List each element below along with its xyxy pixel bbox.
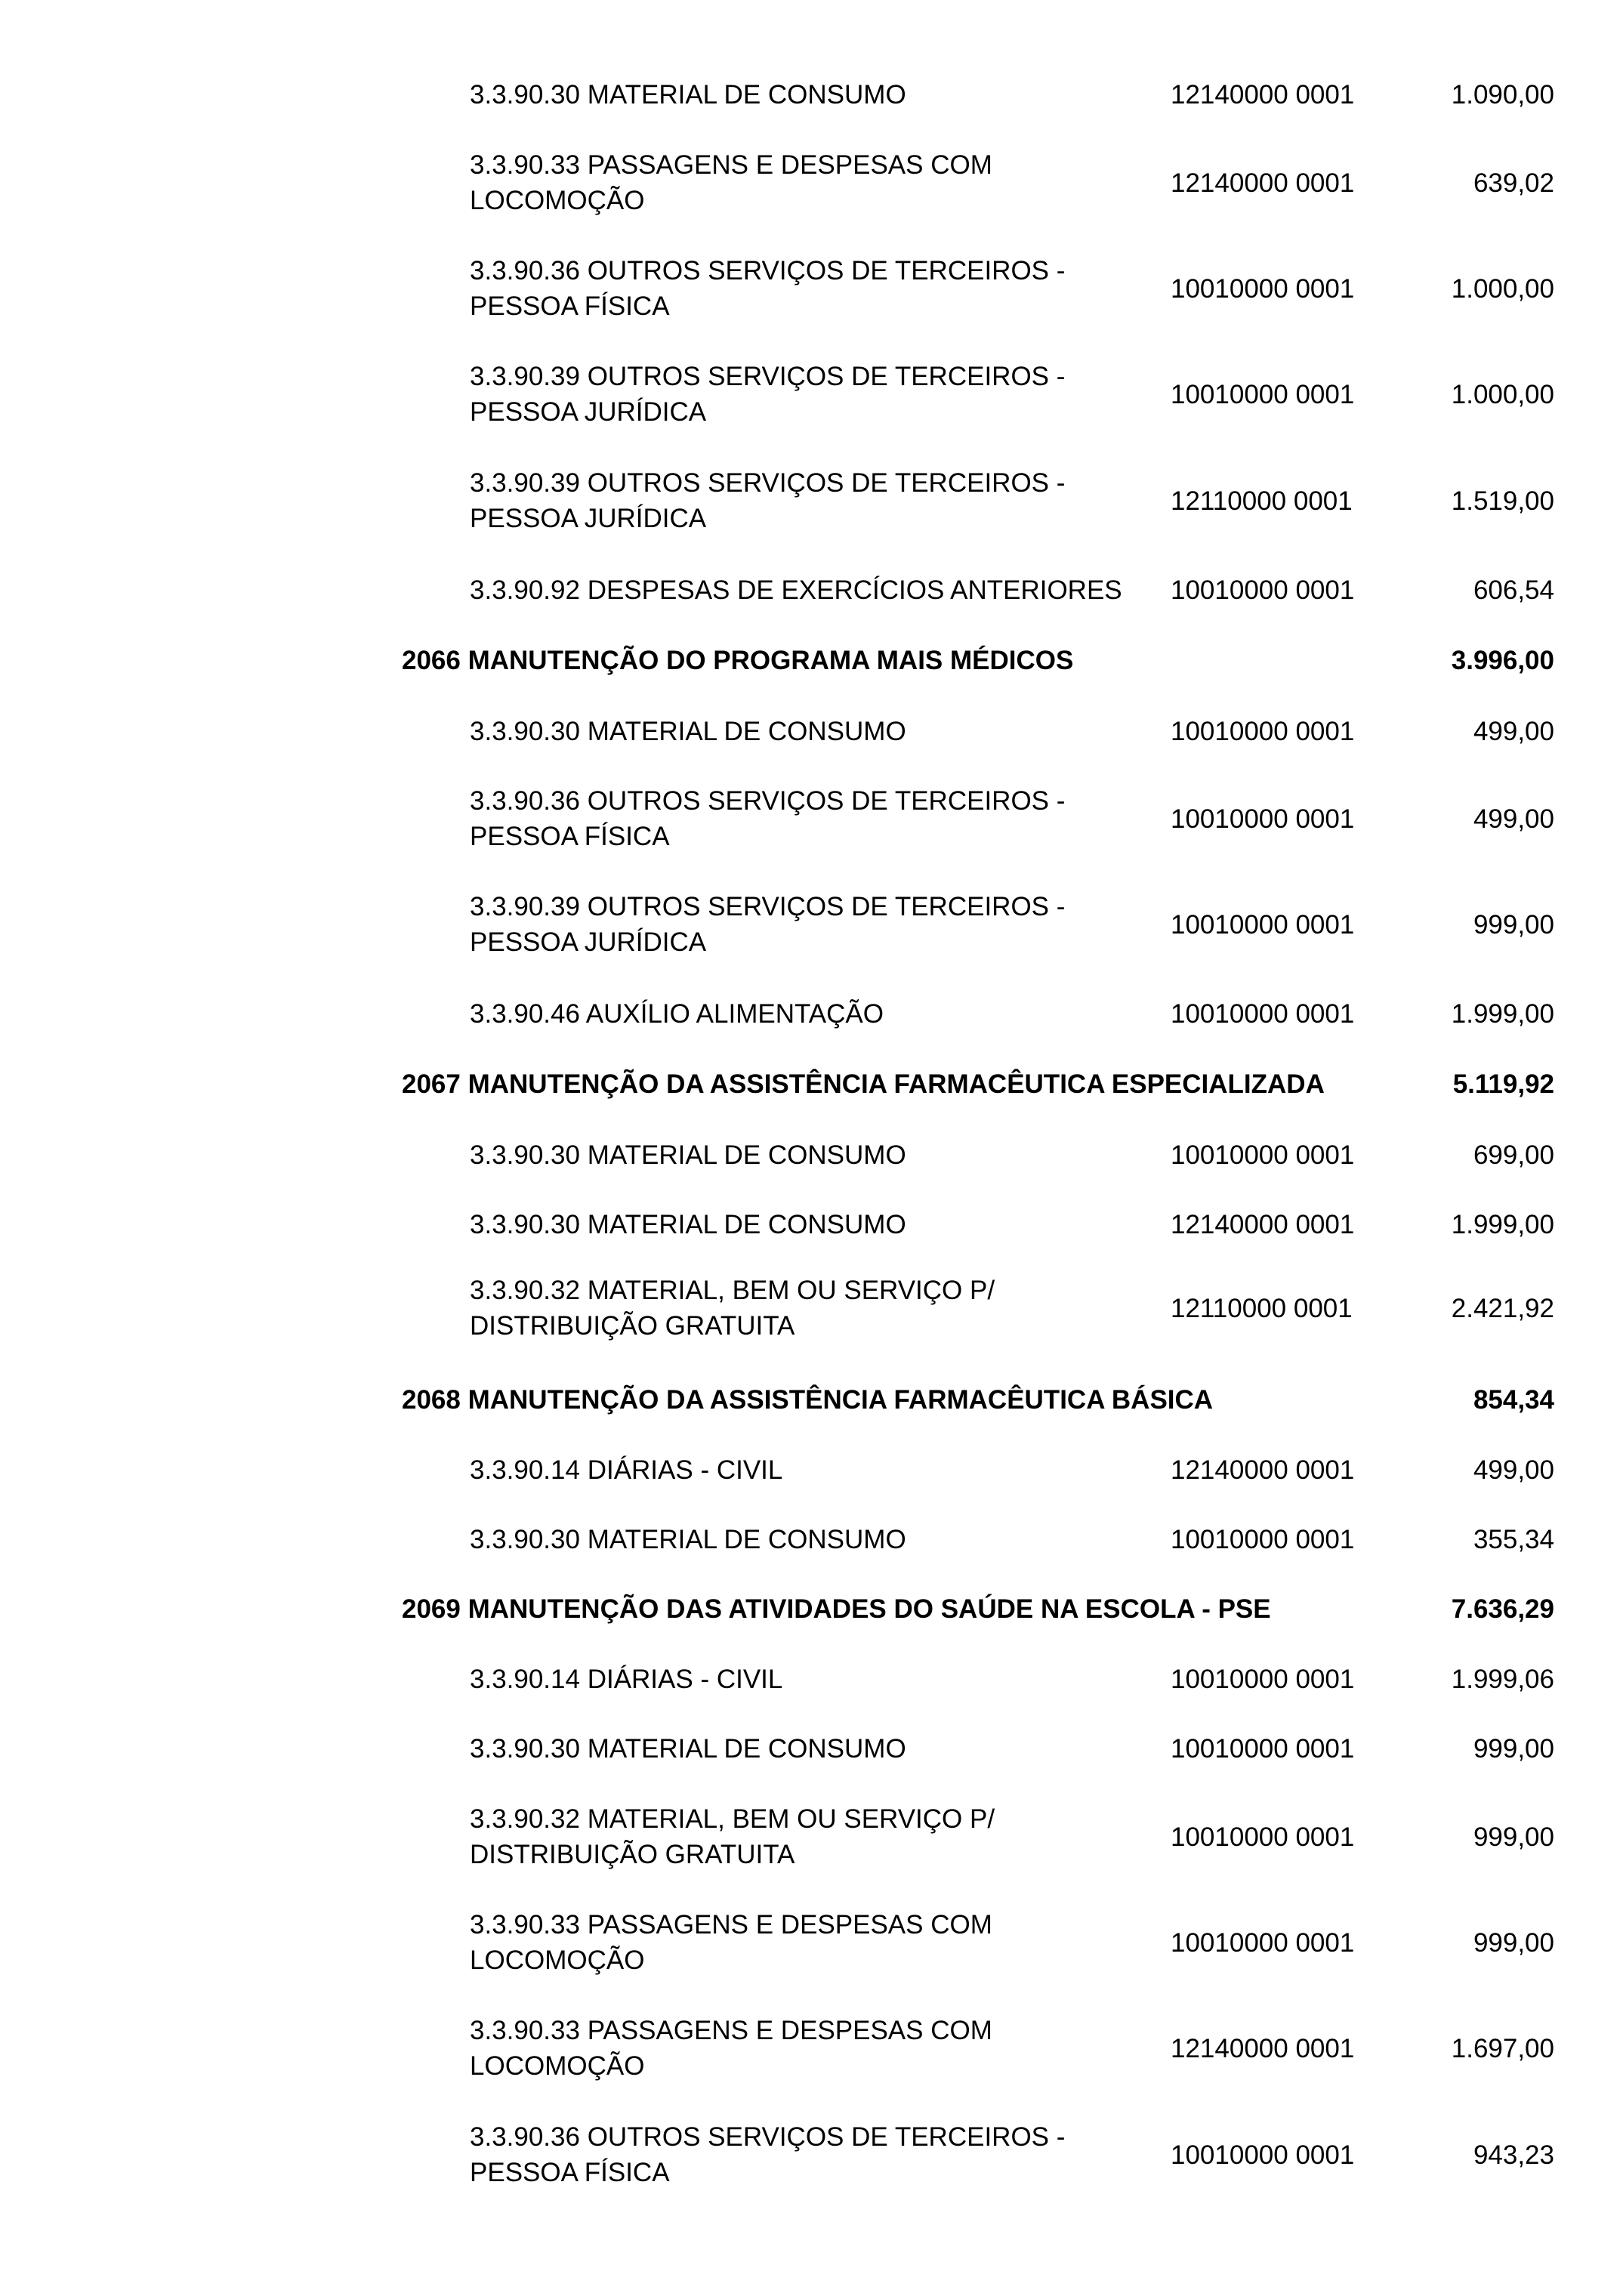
expense-amount: 499,00	[1473, 1455, 1554, 1485]
expense-amount: 999,00	[1473, 1927, 1554, 1958]
funding-source-code: 10010000 0001	[1171, 804, 1355, 834]
expense-description: 3.3.90.30 MATERIAL DE CONSUMO	[470, 1525, 906, 1554]
action-title: 2066 MANUTENÇÃO DO PROGRAMA MAIS MÉDICOS	[402, 646, 1074, 675]
funding-source-code: 10010000 0001	[1171, 717, 1355, 746]
funding-source-code: 10010000 0001	[1171, 1734, 1355, 1764]
funding-source-code: 12140000 0001	[1171, 80, 1355, 110]
expense-item-row	[0, 1662, 1623, 1697]
expense-amount: 999,00	[1473, 1734, 1554, 1764]
expense-amount: 999,00	[1473, 909, 1554, 940]
expense-amount: 1.090,00	[1451, 80, 1554, 110]
funding-source-code: 10010000 0001	[1171, 999, 1355, 1029]
action-total-amount: 5.119,92	[1452, 1069, 1554, 1099]
expense-item-row	[0, 465, 1623, 536]
expense-item-row	[0, 1273, 1623, 1344]
funding-source-code: 12140000 0001	[1171, 168, 1355, 198]
expense-amount: 639,02	[1473, 168, 1554, 198]
expense-item-row	[0, 77, 1623, 113]
expense-item-row	[0, 572, 1623, 608]
expense-description: 3.3.90.14 DIÁRIAS - CIVIL	[470, 1665, 783, 1694]
funding-source-code: 12140000 0001	[1171, 1455, 1355, 1485]
funding-source-code: 12140000 0001	[1171, 1210, 1355, 1239]
expense-item-row	[0, 1907, 1623, 1978]
expense-amount: 606,54	[1473, 576, 1554, 605]
action-title: 2068 MANUTENÇÃO DA ASSISTÊNCIA FARMACÊUTICA BÁSICA	[402, 1385, 1214, 1415]
action-total-amount: 854,34	[1473, 1385, 1554, 1415]
expense-item-row	[0, 1137, 1623, 1173]
expense-description: 3.3.90.92 DESPESAS DE EXERCÍCIOS ANTERIORES	[470, 576, 1122, 605]
expense-description: 3.3.90.33 PASSAGENS E DESPESAS COM LOCOMOÇÃO	[470, 150, 992, 215]
expense-amount: 1.697,00	[1451, 2033, 1554, 2063]
action-title: 2069 MANUTENÇÃO DAS ATIVIDADES DO SAÚDE NA ESCOLA - PSE	[402, 1594, 1271, 1624]
expense-description: 3.3.90.30 MATERIAL DE CONSUMO	[470, 1210, 906, 1239]
funding-source-code: 10010000 0001	[1171, 1140, 1355, 1170]
expense-description: 3.3.90.14 DIÁRIAS - CIVIL	[470, 1455, 783, 1485]
expense-description: 3.3.90.32 MATERIAL, BEM OU SERVIÇO P/ DISTRIBUIÇÃO GRATUITA	[470, 1276, 995, 1341]
expense-amount: 355,34	[1473, 1525, 1554, 1554]
action-heading-row	[0, 1591, 1623, 1627]
funding-source-code: 10010000 0001	[1171, 1927, 1355, 1958]
action-total-amount: 7.636,29	[1451, 1594, 1554, 1624]
expense-amount: 1.999,06	[1451, 1665, 1554, 1694]
expense-description: 3.3.90.39 OUTROS SERVIÇOS DE TERCEIROS - PESSOA JURÍDICA	[470, 892, 1066, 957]
expense-amount: 1.000,00	[1451, 273, 1554, 304]
expense-description: 3.3.90.30 MATERIAL DE CONSUMO	[470, 80, 906, 110]
expense-description: 3.3.90.36 OUTROS SERVIÇOS DE TERCEIROS - PESSOA FÍSICA	[470, 786, 1066, 851]
expense-description: 3.3.90.30 MATERIAL DE CONSUMO	[470, 1734, 906, 1764]
expense-amount: 943,23	[1473, 2140, 1554, 2170]
expense-description: 3.3.90.30 MATERIAL DE CONSUMO	[470, 717, 906, 746]
expense-amount: 999,00	[1473, 1822, 1554, 1852]
expense-description: 3.3.90.36 OUTROS SERVIÇOS DE TERCEIROS - PESSOA FÍSICA	[470, 2122, 1066, 2187]
expense-amount: 499,00	[1473, 717, 1554, 746]
funding-source-code: 10010000 0001	[1171, 1525, 1355, 1554]
funding-source-code: 10010000 0001	[1171, 909, 1355, 940]
funding-source-code: 10010000 0001	[1171, 1822, 1355, 1852]
expense-description: 3.3.90.30 MATERIAL DE CONSUMO	[470, 1140, 906, 1170]
expense-amount: 499,00	[1473, 804, 1554, 834]
expense-description: 3.3.90.39 OUTROS SERVIÇOS DE TERCEIROS - PESSOA JURÍDICA	[470, 362, 1066, 427]
expense-item-row	[0, 147, 1623, 218]
funding-source-code: 12110000 0001	[1171, 486, 1353, 516]
expense-description: 3.3.90.33 PASSAGENS E DESPESAS COM LOCOMOÇÃO	[470, 2016, 992, 2081]
action-title: 2067 MANUTENÇÃO DA ASSISTÊNCIA FARMACÊUTICA ESPECIALIZADA	[402, 1069, 1325, 1099]
expense-item-row	[0, 359, 1623, 430]
expense-item-row	[0, 1522, 1623, 1557]
expense-item-row	[0, 1731, 1623, 1767]
funding-source-code: 10010000 0001	[1171, 379, 1355, 409]
funding-source-code: 12140000 0001	[1171, 2033, 1355, 2063]
funding-source-code: 10010000 0001	[1171, 1665, 1355, 1694]
expense-amount: 2.421,92	[1451, 1293, 1554, 1323]
expense-item-row	[0, 2119, 1623, 2190]
expense-item-row	[0, 253, 1623, 324]
funding-source-code: 10010000 0001	[1171, 576, 1355, 605]
action-heading-row	[0, 1382, 1623, 1418]
funding-source-code: 10010000 0001	[1171, 273, 1355, 304]
expense-description: 3.3.90.39 OUTROS SERVIÇOS DE TERCEIROS - PESSOA JURÍDICA	[470, 468, 1066, 533]
action-heading-row	[0, 1066, 1623, 1102]
expense-item-row	[0, 714, 1623, 749]
expense-description: 3.3.90.33 PASSAGENS E DESPESAS COM LOCOMOÇÃO	[470, 1910, 992, 1975]
funding-source-code: 10010000 0001	[1171, 2140, 1355, 2170]
expense-item-row	[0, 1207, 1623, 1242]
expense-amount: 699,00	[1473, 1140, 1554, 1170]
action-total-amount: 3.996,00	[1451, 646, 1554, 675]
funding-source-code: 12110000 0001	[1171, 1293, 1353, 1323]
expense-item-row	[0, 783, 1623, 854]
expense-item-row	[0, 1452, 1623, 1488]
action-heading-row	[0, 643, 1623, 678]
expense-description: 3.3.90.36 OUTROS SERVIÇOS DE TERCEIROS - PESSOA FÍSICA	[470, 256, 1066, 321]
expense-amount: 1.999,00	[1451, 999, 1554, 1029]
expense-item-row	[0, 996, 1623, 1032]
expense-description: 3.3.90.32 MATERIAL, BEM OU SERVIÇO P/ DISTRIBUIÇÃO GRATUITA	[470, 1804, 995, 1869]
expense-amount: 1.519,00	[1451, 486, 1554, 516]
expense-item-row	[0, 889, 1623, 960]
expense-item-row	[0, 1801, 1623, 1872]
expense-item-row	[0, 2013, 1623, 2084]
expense-amount: 1.000,00	[1451, 379, 1554, 409]
expense-amount: 1.999,00	[1451, 1210, 1554, 1239]
expense-description: 3.3.90.46 AUXÍLIO ALIMENTAÇÃO	[470, 999, 884, 1029]
